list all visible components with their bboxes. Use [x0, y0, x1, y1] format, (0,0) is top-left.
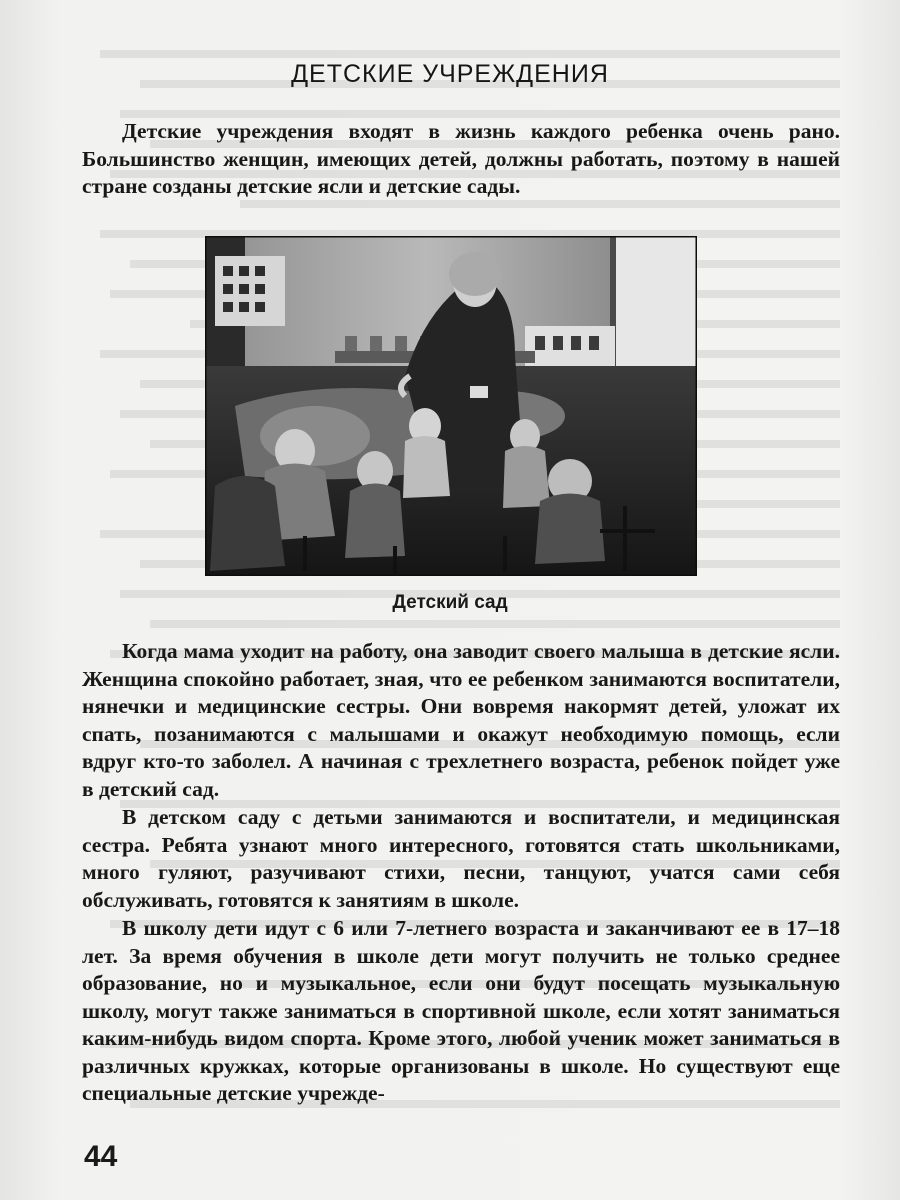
body-paragraph: В детском саду с детьми занимаются и воспитатели, и медицинская сестра. Ребята узнают много интересного, готовятся стать школьниками, много гуляют, разучивают стихи, песни, танцуют, учатся сами себя обслуживать, готовятся к занятиям в школе.: [82, 805, 840, 912]
body-paragraph: В школу дети идут с 6 или 7-летнего возраста и заканчивают ее в 17–18 лет. За время обучения в школе дети могут получить не только среднее образование, но и музыкальное, если они будут посещать музыкальную школу, могут также заниматься в спортивной школе, если хотят заниматься каким-нибудь видом спорта. Кроме этого, любой ученик может заниматься в различных кружках, которые организованы в школе. Но существуют еще специальные детские учрежде-: [82, 916, 840, 1105]
figure-caption: Детский сад: [392, 592, 508, 613]
photo-illustration: [205, 236, 697, 576]
body-paragraph: Когда мама уходит на работу, она заводит своего малыша в детские ясли. Женщина спокойно работает, зная, что ее ребенком занимаются воспитатели, нянечки и медицинские сестры. Они вовремя накормят детей, уложат их спать, позанимаются с малышами и окажут необходимую помощь, если вдруг кто-то заболел. А начиная с трехлетнего возраста, ребенок пойдет уже в детский сад.: [82, 639, 840, 801]
kindergarten-photo: [205, 236, 697, 576]
page-number: 44: [84, 1140, 118, 1173]
page-title: ДЕТСКИЕ УЧРЕЖДЕНИЯ: [291, 60, 609, 88]
intro-paragraph: Детские учреждения входят в жизнь каждого ребенка очень рано. Большинство женщин, имеющих детей, должны работать, поэтому в нашей стране созданы детские ясли и детские сады.: [82, 119, 840, 198]
